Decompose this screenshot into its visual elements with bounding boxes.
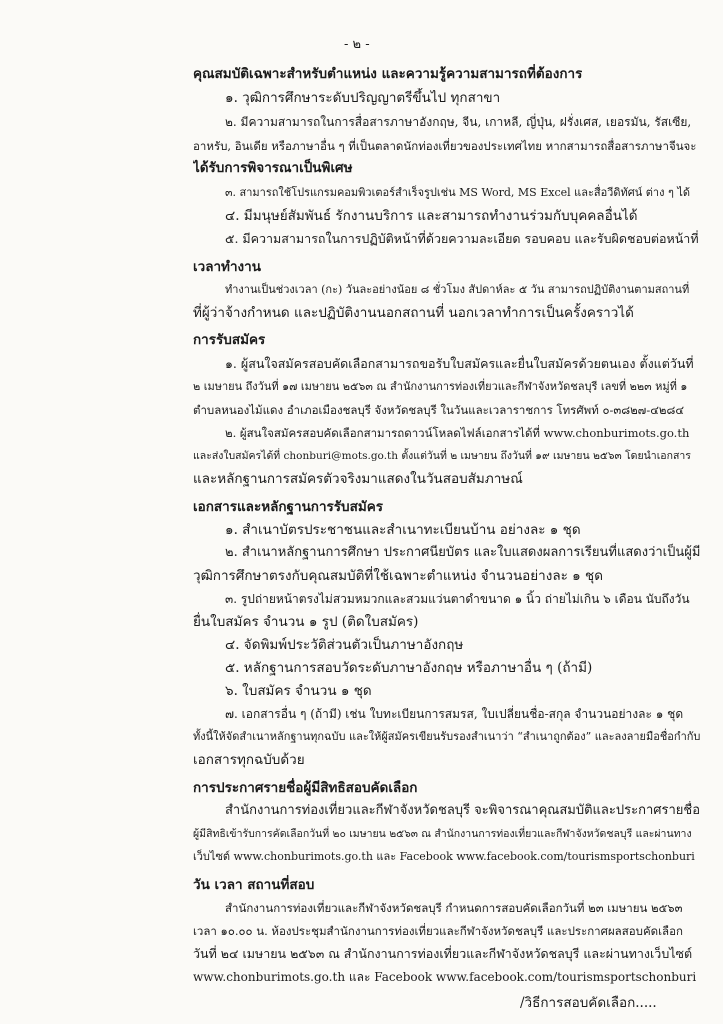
working-hours-heading: เวลาทำงาน	[193, 259, 261, 275]
working-hours-line: ทำงานเป็นช่วงเวลา (กะ) วันละอย่างน้อย ๘ ชั่วโมง สัปดาห์ละ ๕ วัน สามารถปฏิบัติงานตามสถานที่	[225, 283, 690, 296]
page-number: - ๒ -	[344, 37, 370, 52]
application-p1-line: ๑. ผู้สนใจสมัครสอบคัดเลือกสามารถขอรับใบสมัครและยื่นใบสมัครด้วยตนเอง ตั้งแต่วันที่	[225, 356, 694, 371]
document-item-5: ๕. หลักฐานการสอบวัดระดับภาษาอังกฤษ หรือภาษาอื่น ๆ (ถ้ามี)	[225, 660, 593, 676]
document-item-7-cont: เอกสารทุกฉบับด้วย	[193, 752, 305, 768]
qualification-item-4: ๔. มีมนุษย์สัมพันธ์ รักงานบริการ และสามารถทำงานร่วมกับบุคคลอื่นได้	[225, 208, 638, 224]
document-item-3-cont: ยื่นใบสมัคร จำนวน ๑ รูป (ติดใบสมัคร)	[193, 614, 419, 630]
qualification-item-2: ๒. มีความสามารถในการสื่อสารภาษาอังกฤษ, จีน, เกาหลี, ญี่ปุ่น, ฝรั่งเศส, เยอรมัน, รัสเซีย,	[225, 115, 692, 129]
application-p1-line: ๒ เมษายน ถึงวันที่ ๑๗ เมษายน ๒๕๖๓ ณ สำนักงานการท่องเที่ยวและกีฬาจังหวัดชลบุรี เลขที่ ๒๒๓ หมู่ที่ ๑	[193, 380, 688, 393]
qualifications-heading: คุณสมบัติเฉพาะสำหรับตำแหน่ง และความรู้ความสามารถที่ต้องการ	[193, 66, 583, 82]
document-item-7-cont: ทั้งนี้ให้จัดสำเนาหลักฐานทุกฉบับ และให้ผู้สมัครเขียนรับรองสำเนาว่า “สำเนาถูกต้อง” และลงลายมือชื่อกำกับ	[193, 730, 700, 743]
documents-heading: เอกสารและหลักฐานการรับสมัคร	[193, 499, 384, 515]
document-item-6: ๖. ใบสมัคร จำนวน ๑ ชุด	[225, 683, 372, 699]
document-item-7: ๗. เอกสารอื่น ๆ (ถ้ามี) เช่น ใบทะเบียนการสมรส, ใบเปลี่ยนชื่อ-สกุล จำนวนอย่างละ ๑ ชุด	[225, 707, 684, 721]
application-p2-line: และหลักฐานการสมัครตัวจริงมาแสดงในวันสอบสัมภาษณ์	[193, 471, 523, 487]
exam-line: เวลา ๑๐.๐๐ น. ห้องประชุมสำนักงานการท่องเที่ยวและกีฬาจังหวัดชลบุรี และประกาศผลสอบคัดเลือก	[193, 924, 683, 938]
qualification-item-3: ๓. สามารถใช้โปรแกรมคอมพิวเตอร์สำเร็จรูปเช่น MS Word, MS Excel และสื่อวีดิทัศน์ ต่าง ๆ ได้	[225, 186, 691, 199]
qualification-item-5: ๕. มีความสามารถในการปฏิบัติหน้าที่ด้วยความละเอียด รอบคอบ และรับผิดชอบต่อหน้าที่	[225, 231, 699, 246]
document-item-3: ๓. รูปถ่ายหน้าตรงไม่สวมหมวกและสวมแว่นตาดำขนาด ๑ นิ้ว ถ่ายไม่เกิน ๖ เดือน นับถึงวัน	[225, 592, 690, 606]
document-item-1: ๑. สำเนาบัตรประชาชนและสำเนาทะเบียนบ้าน อย่างละ ๑ ชุด	[225, 522, 581, 538]
announcement-line: ผู้มีสิทธิเข้ารับการคัดเลือกวันที่ ๒๐ เมษายน ๒๕๖๓ ณ สำนักงานการท่องเที่ยวและกีฬาจังหวัดชลบุรี และผ่านทาง	[193, 828, 692, 840]
qualification-item-1: ๑. วุฒิการศึกษาระดับปริญญาตรีขึ้นไป ทุกสาขา	[225, 90, 501, 106]
exam-line: วันที่ ๒๔ เมษายน ๒๕๖๓ ณ สำนักงานการท่องเที่ยวและกีฬาจังหวัดชลบุรี และผ่านทางเว็บไซต์	[193, 946, 693, 961]
document-item-2: ๒. สำเนาหลักฐานการศึกษา ประกาศนียบัตร และใบแสดงผลการเรียนที่แสดงว่าเป็นผู้มี	[225, 545, 700, 560]
announcement-heading: การประกาศรายชื่อผู้มีสิทธิสอบคัดเลือก	[193, 780, 418, 796]
continuation-note: /วิธีการสอบคัดเลือก.....	[520, 995, 657, 1011]
qualification-item-2-cont-2: ได้รับการพิจารณาเป็นพิเศษ	[193, 160, 353, 176]
exam-line: สำนักงานการท่องเที่ยวและกีฬาจังหวัดชลบุรี กำหนดการสอบคัดเลือกวันที่ ๒๓ เมษายน ๒๕๖๓	[225, 901, 683, 915]
application-heading: การรับสมัคร	[193, 332, 266, 348]
announcement-line: สำนักงานการท่องเที่ยวและกีฬาจังหวัดชลบุรี จะพิจารณาคุณสมบัติและประกาศรายชื่อ	[225, 803, 700, 818]
application-p2-line: และส่งใบสมัครได้ที่ chonburi@mots.go.th ตั้งแต่วันที่ ๒ เมษายน ถึงวันที่ ๑๙ เมษายน ๒๕๖๓ โดยนำเอกสาร	[193, 450, 691, 462]
application-p2-line: ๒. ผู้สนใจสมัครสอบคัดเลือกสามารถดาวน์โหลดไฟล์เอกสารได้ที่ www.chonburimots.go.th	[225, 426, 690, 440]
document-item-4: ๔. จัดพิมพ์ประวัติส่วนตัวเป็นภาษาอังกฤษ	[225, 637, 464, 653]
working-hours-line: ที่ผู้ว่าจ้างกำหนด และปฏิบัติงานนอกสถานที่ นอกเวลาทำการเป็นครั้งคราวได้	[193, 305, 634, 321]
application-p1-line: ตำบลหนองไม้แดง อำเภอเมืองชลบุรี จังหวัดชลบุรี ในวันและเวลาราชการ โทรศัพท์ ๐-๓๘๒๗-๔๒๘๔	[193, 403, 685, 417]
qualification-item-2-cont: อาหรับ, อินเดีย หรือภาษาอื่น ๆ ที่เป็นตลาดนักท่องเที่ยวของประเทศไทย หากสามารถสื่อสารภาษาจีนจะ	[193, 139, 697, 153]
announcement-line: เว็บไซต์ www.chonburimots.go.th และ Facebook www.facebook.com/tourismsportschonburi	[193, 850, 695, 863]
exam-heading: วัน เวลา สถานที่สอบ	[193, 877, 315, 893]
exam-line: www.chonburimots.go.th และ Facebook www.facebook.com/tourismsportschonburi	[193, 970, 697, 984]
document-item-2-cont: วุฒิการศึกษาตรงกับคุณสมบัติที่ใช้เฉพาะตำแหน่ง จำนวนอย่างละ ๑ ชุด	[193, 568, 603, 584]
